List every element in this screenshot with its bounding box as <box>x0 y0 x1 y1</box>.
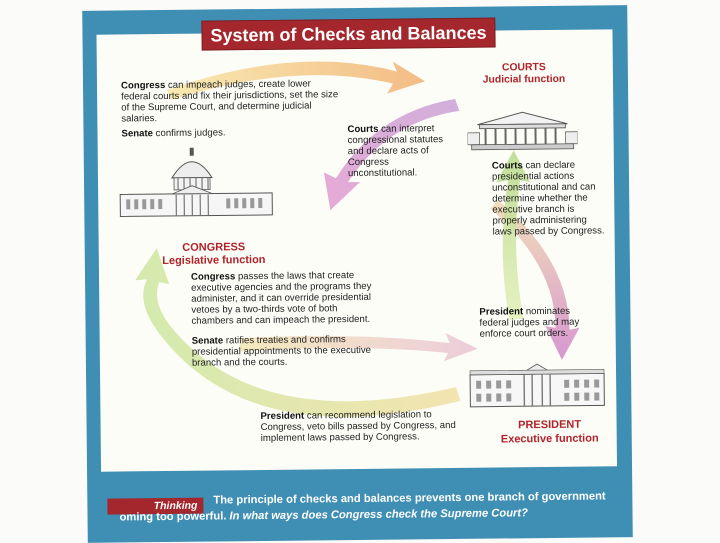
courts-heading: COURTS <box>469 62 579 75</box>
senate-text-2: ratifies treaties and confirms presidential appointments to the executive branch and the courts. <box>192 334 371 369</box>
white-house-building <box>468 359 607 410</box>
courts-check-congress-text <box>347 123 460 179</box>
courts-text-1: can interpret congressional statutes and declare acts of Congress unconstitutional. <box>348 123 444 179</box>
courts-heading-block <box>469 62 579 87</box>
congress-label-1: Congress <box>121 80 165 91</box>
president-label-1: President <box>479 306 523 317</box>
president-heading-block <box>485 417 615 446</box>
courts-text-2: can declare presidential actions unconstitutional and can determine whether the executive branch is properly administering laws passed by Congress. <box>492 160 605 238</box>
courts-label-2: Courts <box>492 160 523 171</box>
capitol-building <box>116 145 277 223</box>
thinking-label: Thinking <box>154 498 198 514</box>
president-heading: PRESIDENT <box>485 417 615 432</box>
president-function: Executive function <box>485 431 615 446</box>
senate-ratifies-text <box>192 334 374 369</box>
supreme-court-building <box>467 110 577 151</box>
courts-function: Judicial function <box>469 74 579 87</box>
diagram-title: System of Checks and Balances <box>202 19 494 50</box>
congress-heading-block <box>139 241 289 269</box>
footer-caption <box>101 475 617 530</box>
president-checks-congress-text <box>260 409 470 444</box>
congress-heading: CONGRESS <box>139 241 289 256</box>
senate-text-1: confirms judges. <box>156 127 226 139</box>
congress-text-1: can impeach judges, create lower federal courts and fix their jurisdictions, set the size of the Supreme Court, and determine judicial salaries. <box>121 78 338 124</box>
senate-label-2: Senate <box>192 335 224 346</box>
textbook-page <box>82 5 633 543</box>
congress-text-2: passes the laws that create executive agencies and the programs they administer, and it can override presidential vetoes by a two-thirds vote of both chambers and can impeach the president. <box>191 270 371 327</box>
courts-check-president-text <box>492 159 609 237</box>
president-label-2: President <box>260 411 304 422</box>
diagram-panel <box>96 29 617 471</box>
congress-function: Legislative function <box>139 254 289 269</box>
congress-checks-president-text <box>191 270 374 327</box>
footer-continuation: oming too powerful. <box>119 510 226 523</box>
senate-confirms-judges-text <box>121 126 341 139</box>
president-text-1: nominates federal judges and may enforce court orders. <box>479 306 579 340</box>
president-text-2: can recommend legislation to Congress, veto bills passed by Congress, and implement laws passed by Congress. <box>261 409 456 444</box>
congress-label-2: Congress <box>191 271 235 282</box>
courts-label-1: Courts <box>347 124 378 135</box>
footer-question: In what ways does Congress check the Supreme Court? <box>229 507 528 522</box>
footer-statement: The principle of checks and balances prevents one branch of government <box>213 489 613 508</box>
president-checks-courts-text <box>479 306 579 340</box>
senate-label-1: Senate <box>121 128 153 139</box>
congress-checks-courts-text <box>121 78 341 124</box>
